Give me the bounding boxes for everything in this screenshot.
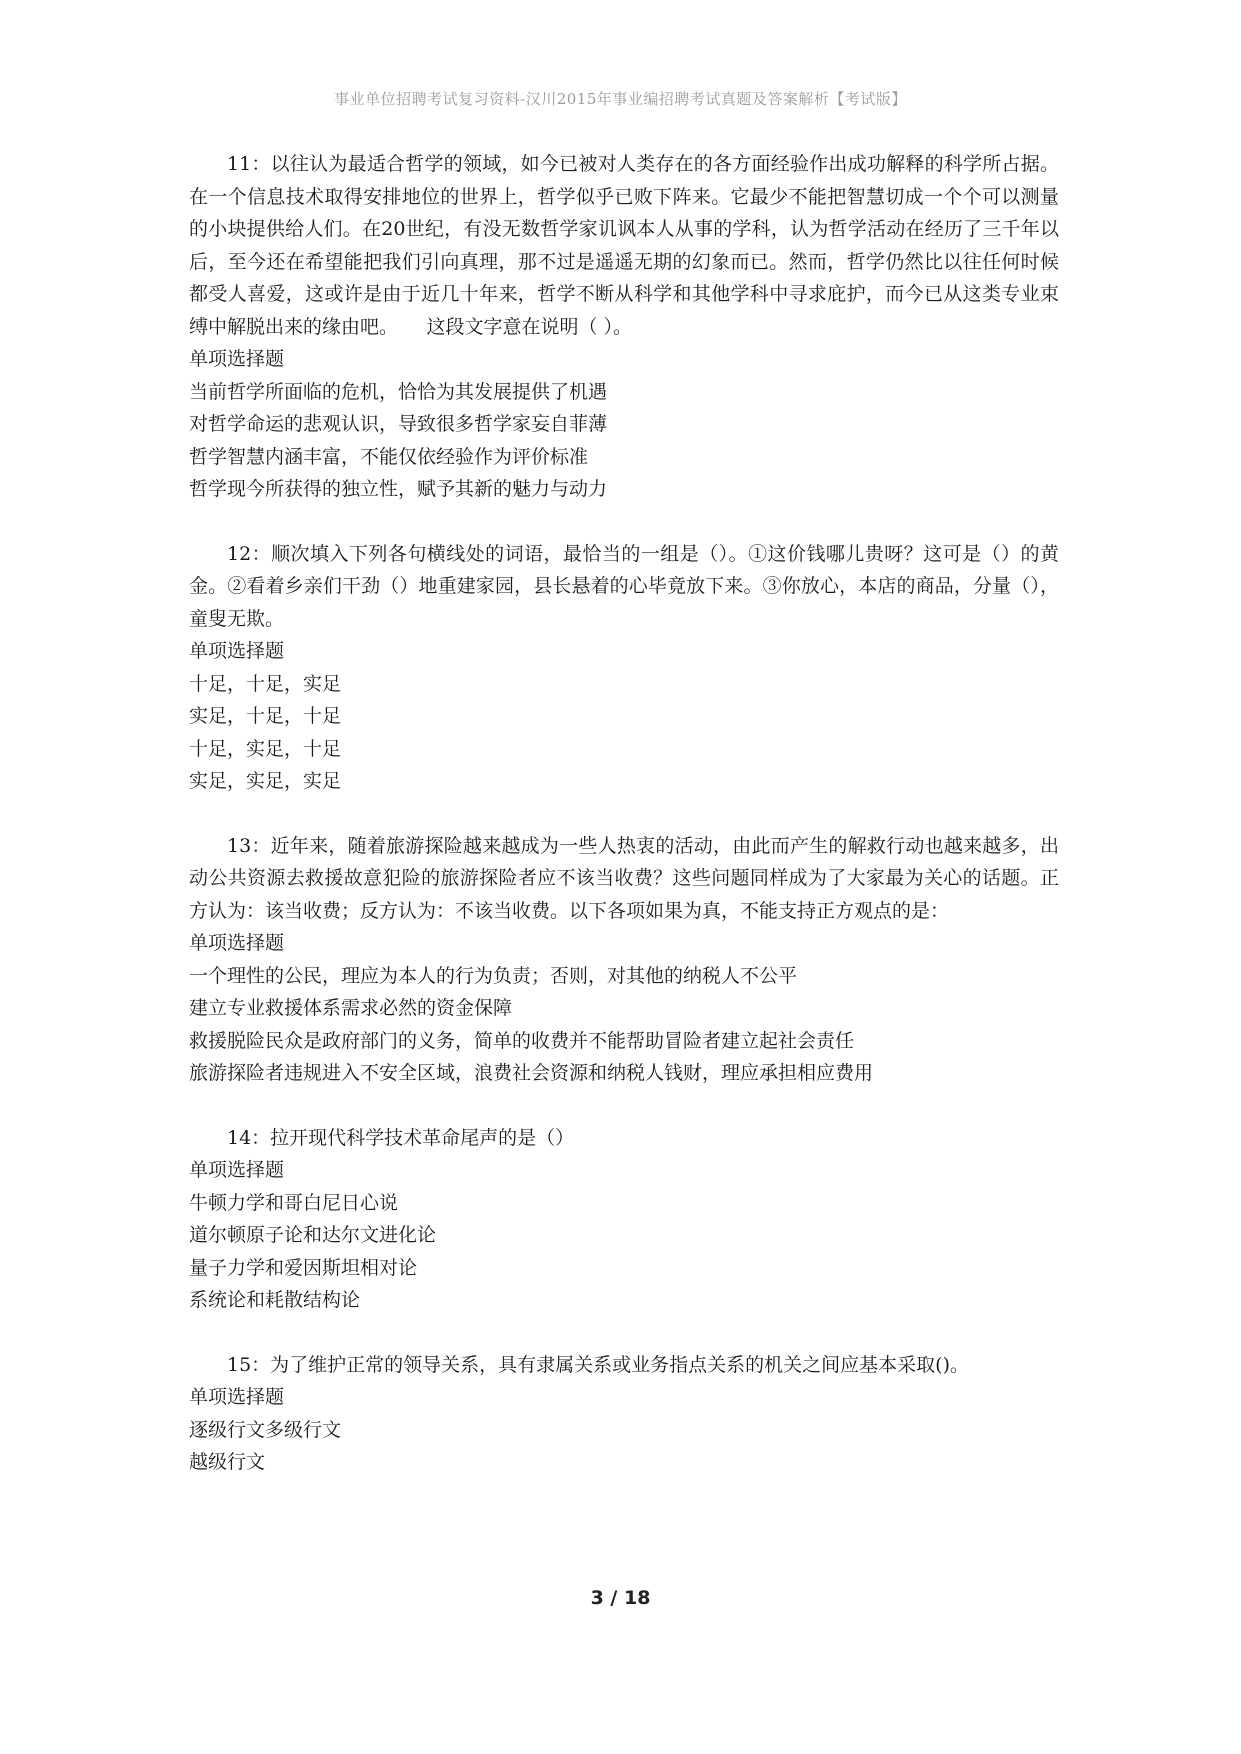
- question-type: 单项选择题: [189, 348, 285, 370]
- question-type: 单项选择题: [189, 1386, 285, 1408]
- option-list: [189, 376, 1059, 506]
- option-item: 建立专业救援体系需求必然的资金保障: [189, 997, 513, 1019]
- option-item: 哲学智慧内涵丰富，不能仅依经验作为评价标准: [189, 445, 589, 468]
- question-stem: 15：为了维护正常的领导关系，具有隶属关系或业务指点关系的机关之间应基本采取()。: [227, 1353, 970, 1376]
- option-item: 实足，实足，实足: [189, 770, 342, 792]
- option-list: [189, 960, 1059, 1090]
- question-15: [189, 1349, 1059, 1479]
- question-type: 单项选择题: [189, 1159, 285, 1181]
- page-header: 事业单位招聘考试复习资料-汉川2015年事业编招聘考试真题及答案解析【考试版】: [334, 90, 907, 108]
- option-item: 牛顿力学和哥白尼日心说: [189, 1191, 399, 1214]
- question-14: [189, 1122, 1059, 1317]
- option-item: 旅游探险者违规进入不安全区域，浪费社会资源和纳税人钱财，理应承担相应费用: [189, 1062, 874, 1084]
- document-body: [189, 148, 1059, 1511]
- option-list: [189, 668, 1059, 798]
- page-number: 3 / 18: [590, 1587, 651, 1609]
- question-stem: 12：顺次填入下列各句横线处的词语，最恰当的一组是（）。①这价钱哪儿贵呀？这可是（）的黄金。②看着乡亲们干劲（）地重建家园，县长悬着的心毕竟放下来。③你放心，本店的商品，分量（），童叟无欺。: [189, 542, 1059, 630]
- option-item: 当前哲学所面临的危机，恰恰为其发展提供了机遇: [189, 380, 608, 403]
- question-type: 单项选择题: [189, 932, 285, 954]
- option-item: 十足，实足，十足: [189, 737, 342, 760]
- option-item: 量子力学和爱因斯坦相对论: [189, 1256, 418, 1279]
- option-item: 十足，十足，实足: [189, 672, 342, 695]
- question-12: [189, 538, 1059, 798]
- option-item: 越级行文: [189, 1451, 266, 1473]
- question-13: [189, 830, 1059, 1090]
- option-item: 道尔顿原子论和达尔文进化论: [189, 1224, 437, 1246]
- option-list: [189, 1414, 1059, 1479]
- question-stem: 14：拉开现代科学技术革命尾声的是（）: [227, 1126, 575, 1149]
- question-11: [189, 148, 1059, 506]
- option-item: 哲学现今所获得的独立性，赋予其新的魅力与动力: [189, 478, 608, 500]
- question-type: 单项选择题: [189, 640, 285, 662]
- option-item: 对哲学命运的悲观认识，导致很多哲学家妄自菲薄: [189, 413, 608, 435]
- question-stem: 13：近年来，随着旅游探险越来越成为一些人热衷的活动，由此而产生的解救行动也越来越多，出动公共资源去救援故意犯险的旅游探险者应不该当收费？这些问题同样成为了大家最为关心的话题。正方认为：该当收费；反方认为：不该当收费。以下各项如果为真，不能支持正方观点的是：: [189, 834, 1059, 922]
- option-item: 实足，十足，十足: [189, 705, 342, 727]
- option-item: 一个理性的公民，理应为本人的行为负责；否则，对其他的纳税人不公平: [189, 964, 798, 987]
- option-item: 救援脱险民众是政府部门的义务，简单的收费并不能帮助冒险者建立起社会责任: [189, 1029, 855, 1052]
- option-item: 逐级行文多级行文: [189, 1418, 342, 1441]
- question-stem: 11：以往认为最适合哲学的领域，如今已被对人类存在的各方面经验作出成功解释的科学所占据。在一个信息技术取得安排地位的世界上，哲学似乎已败下阵来。它最少不能把智慧切成一个个可以测量的小块提供给人们。在20世纪，有没无数哲学家讥讽本人从事的学科，认为哲学活动在经历了三千年以后，至今还在希望能把我们引向真理，那不过是遥遥无期的幻象而已。然而，哲学仍然比以往任何时候都受人喜爱，这或许是由于近几十年来，哲学不断从科学和其他学科中寻求庇护，而今已从这类专业束缚中解脱出来的缘由吧。 这段文字意在说明（ ）。: [189, 153, 1059, 338]
- option-list: [189, 1187, 1059, 1317]
- option-item: 系统论和耗散结构论: [189, 1289, 361, 1311]
